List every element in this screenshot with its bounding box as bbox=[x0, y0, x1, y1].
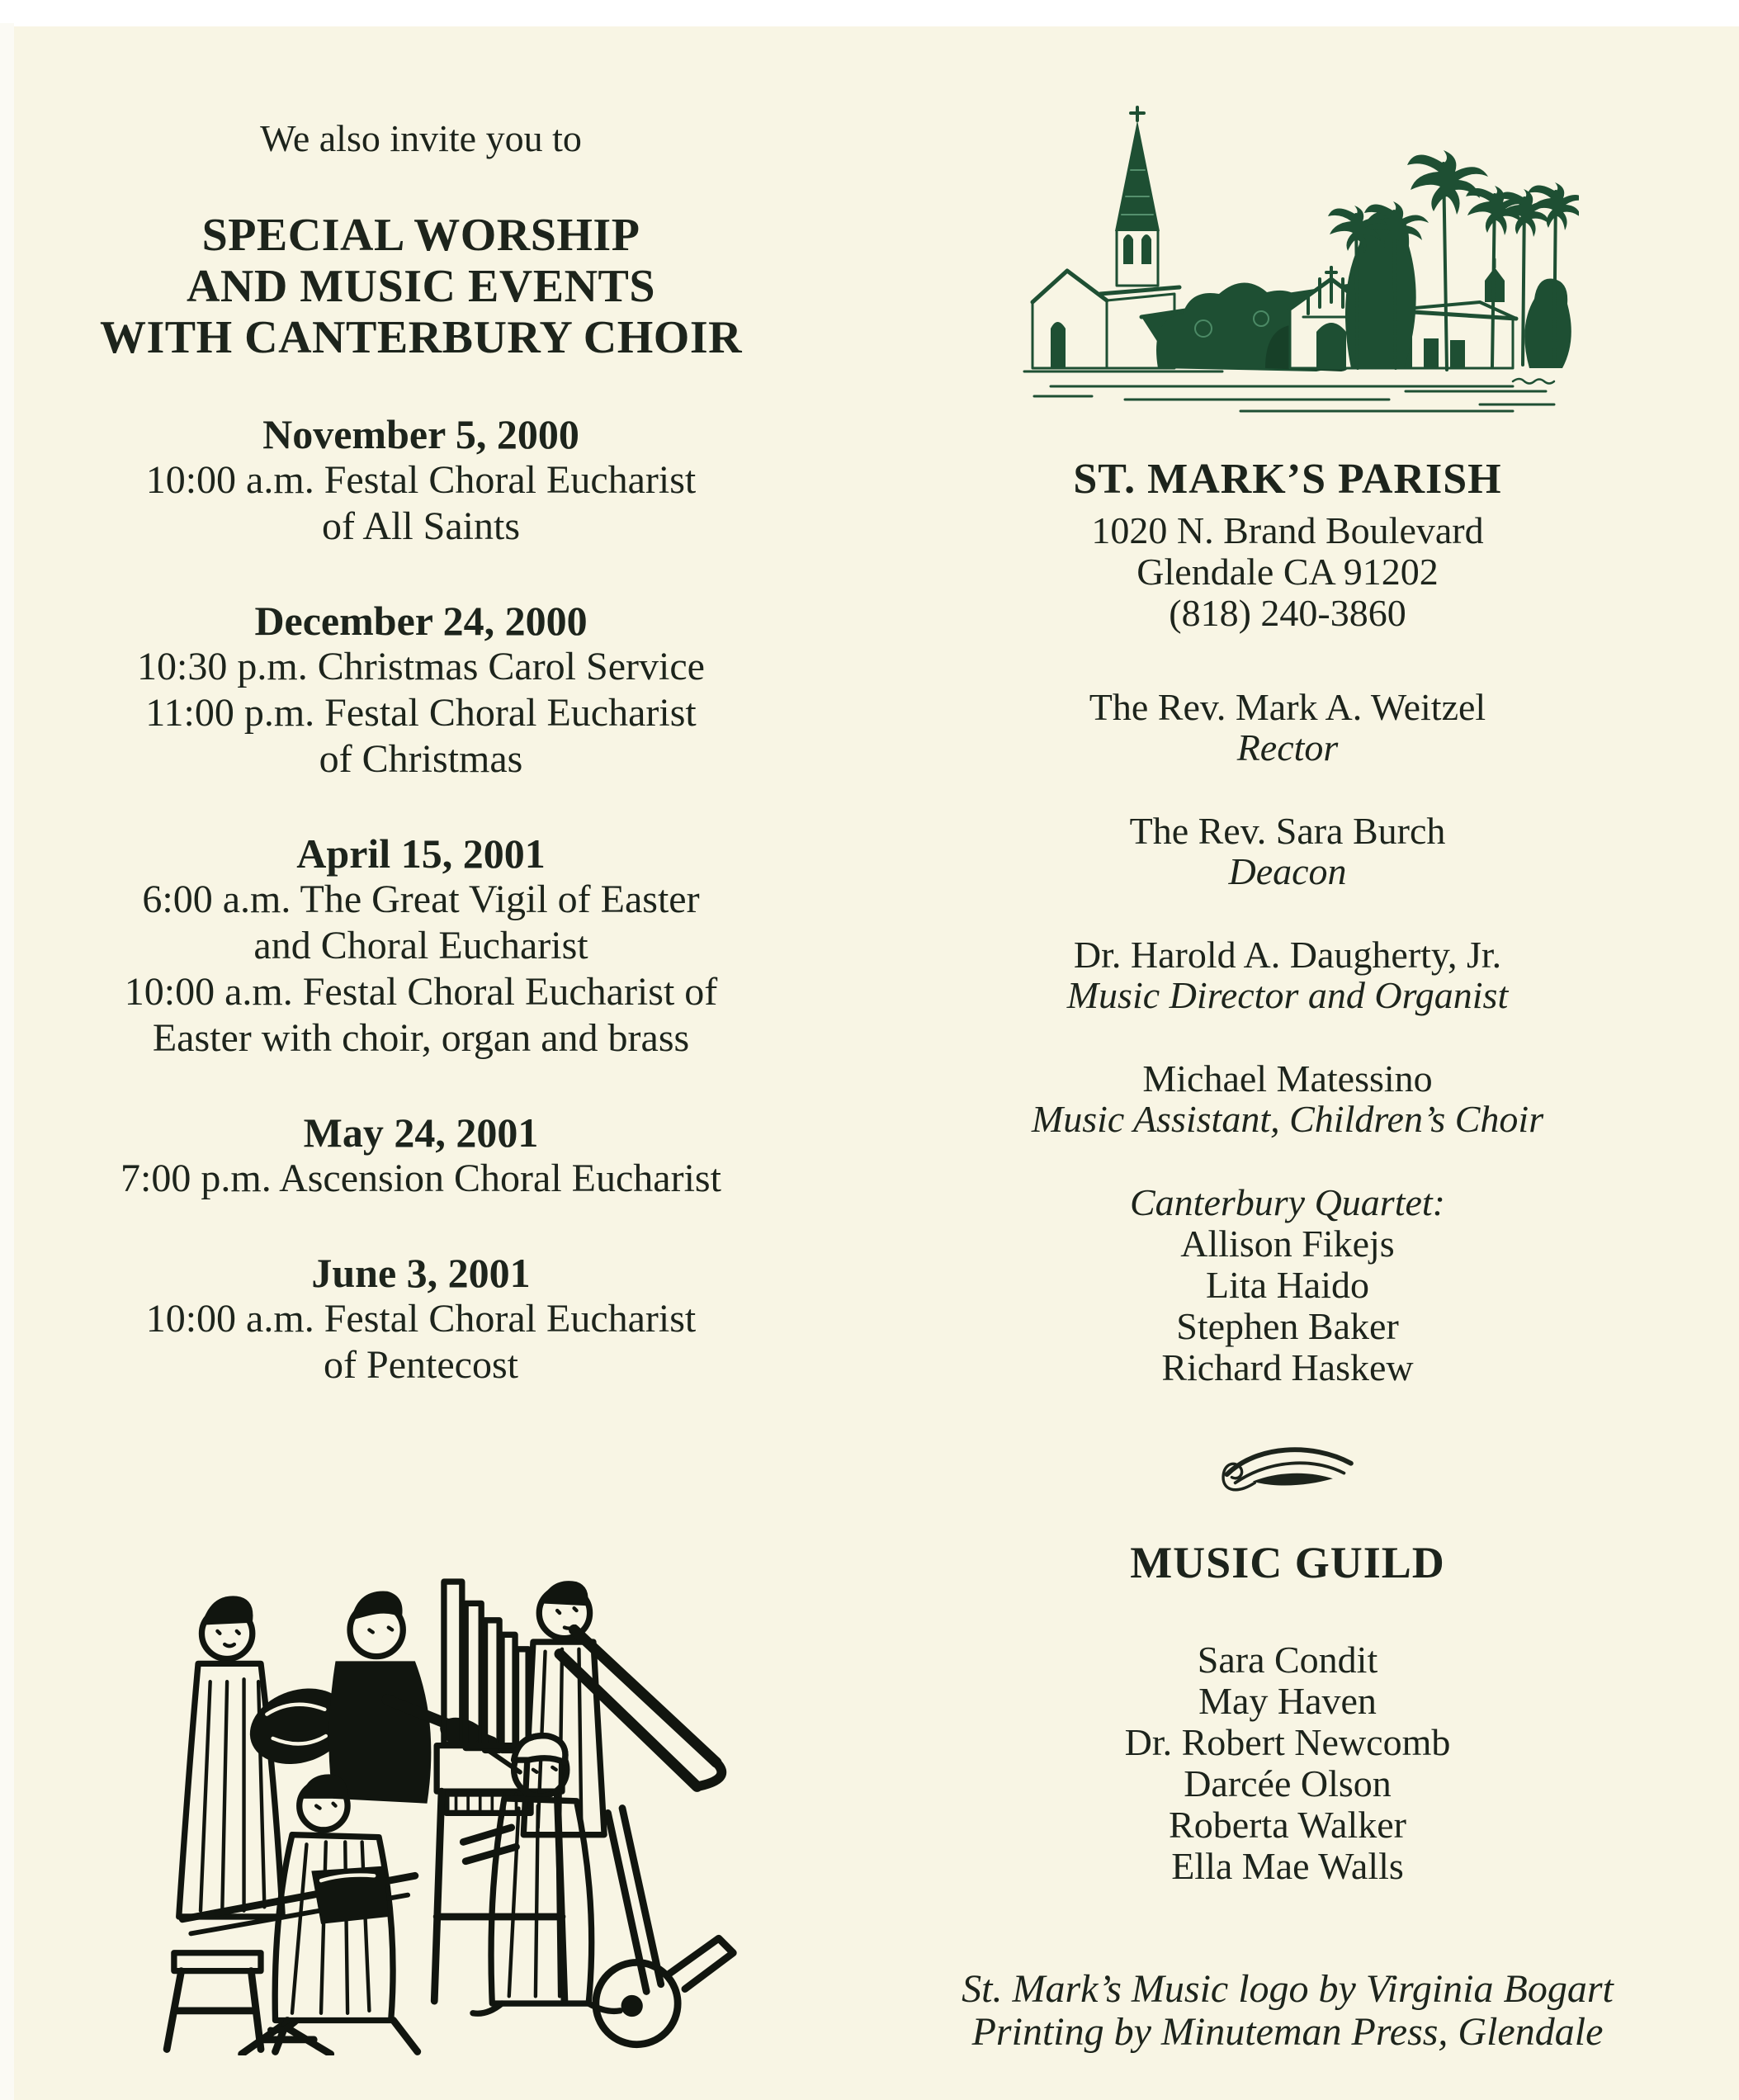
staff-name: The Rev. Mark A. Weitzel bbox=[1089, 686, 1486, 728]
parish-name: ST. MARK’S PARISH bbox=[1073, 456, 1502, 503]
event-line: Easter with choir, organ and brass bbox=[152, 1016, 690, 1060]
staff-entry bbox=[941, 811, 1634, 892]
event-line: of All Saints bbox=[321, 504, 521, 548]
title-line-2: AND MUSIC EVENTS bbox=[186, 261, 656, 312]
quartet-member: Lita Haido bbox=[1206, 1264, 1369, 1306]
event-block bbox=[66, 598, 776, 783]
scan-edge-left bbox=[0, 23, 14, 2100]
staff-name: Dr. Harold A. Daugherty, Jr. bbox=[1073, 934, 1502, 976]
guild-member: May Haven bbox=[1198, 1680, 1377, 1722]
guild-member: Roberta Walker bbox=[1169, 1804, 1406, 1846]
parish-address bbox=[941, 510, 1634, 634]
event-line: 6:00 a.m. The Great Vigil of Easter bbox=[142, 877, 700, 921]
event-line: 10:30 p.m. Christmas Carol Service bbox=[137, 645, 705, 688]
staff-role: Deacon bbox=[1228, 850, 1347, 892]
title-line-1: SPECIAL WORSHIP bbox=[201, 210, 640, 261]
staff-role: Music Assistant, Children’s Choir bbox=[1031, 1098, 1544, 1140]
guild-member: Darcée Olson bbox=[1184, 1762, 1392, 1804]
guild-member: Ella Mae Walls bbox=[1171, 1845, 1404, 1887]
title-line-3: WITH CANTERBURY CHOIR bbox=[99, 312, 743, 363]
staff-role: Music Director and Organist bbox=[1066, 974, 1509, 1016]
events-title bbox=[66, 210, 776, 363]
church-illustration bbox=[1018, 106, 1579, 421]
guild-member-list bbox=[941, 1639, 1634, 1887]
event-block bbox=[66, 1250, 776, 1388]
address-line: 1020 N. Brand Boulevard bbox=[1091, 509, 1484, 551]
event-line: of Pentecost bbox=[324, 1343, 518, 1387]
event-line: and Choral Eucharist bbox=[253, 924, 588, 967]
event-date: May 24, 2001 bbox=[303, 1109, 539, 1156]
credits-block bbox=[941, 1968, 1634, 2054]
quartet-member: Richard Haskew bbox=[1161, 1346, 1414, 1388]
guild-member: Dr. Robert Newcomb bbox=[1124, 1721, 1451, 1763]
event-line: 11:00 p.m. Festal Choral Eucharist bbox=[145, 691, 697, 735]
event-date: June 3, 2001 bbox=[311, 1250, 531, 1296]
event-block bbox=[66, 1109, 776, 1202]
event-date: December 24, 2000 bbox=[254, 598, 588, 644]
staff-entry bbox=[941, 687, 1634, 768]
events-column bbox=[66, 0, 776, 2055]
staff-name: Michael Matessino bbox=[1142, 1057, 1433, 1100]
intro-line: We also invite you to bbox=[260, 117, 582, 159]
event-line: of Christmas bbox=[319, 737, 523, 781]
musicians-illustration bbox=[140, 1519, 743, 2055]
credit-line: St. Mark’s Music logo by Virginia Bogart bbox=[962, 1967, 1614, 2011]
event-date: November 5, 2000 bbox=[262, 411, 579, 457]
event-date: April 15, 2001 bbox=[296, 830, 546, 877]
guild-heading: MUSIC GUILD bbox=[1130, 1538, 1445, 1587]
staff-entry bbox=[941, 934, 1634, 1015]
event-block bbox=[66, 411, 776, 550]
credit-line: Printing by Minuteman Press, Glendale bbox=[971, 2010, 1604, 2054]
event-block bbox=[66, 830, 776, 1062]
quartet-block bbox=[941, 1182, 1634, 1388]
event-line: 7:00 p.m. Ascension Choral Eucharist bbox=[121, 1156, 721, 1200]
staff-name: The Rev. Sara Burch bbox=[1129, 810, 1446, 852]
address-line: Glendale CA 91202 bbox=[1136, 551, 1439, 593]
flourish-ornament bbox=[1205, 1440, 1370, 1502]
event-line: 10:00 a.m. Festal Choral Eucharist bbox=[145, 458, 697, 502]
quartet-member: Stephen Baker bbox=[1176, 1305, 1399, 1347]
staff-role: Rector bbox=[1236, 726, 1339, 769]
quartet-heading: Canterbury Quartet: bbox=[1129, 1181, 1445, 1223]
address-line: (818) 240-3860 bbox=[1169, 592, 1406, 634]
quartet-member: Allison Fikejs bbox=[1180, 1223, 1395, 1265]
guild-member: Sara Condit bbox=[1197, 1639, 1378, 1681]
event-line: 10:00 a.m. Festal Choral Eucharist bbox=[145, 1297, 697, 1341]
parish-column bbox=[941, 0, 1634, 2054]
staff-entry bbox=[941, 1058, 1634, 1139]
event-line: 10:00 a.m. Festal Choral Eucharist of bbox=[124, 970, 718, 1014]
